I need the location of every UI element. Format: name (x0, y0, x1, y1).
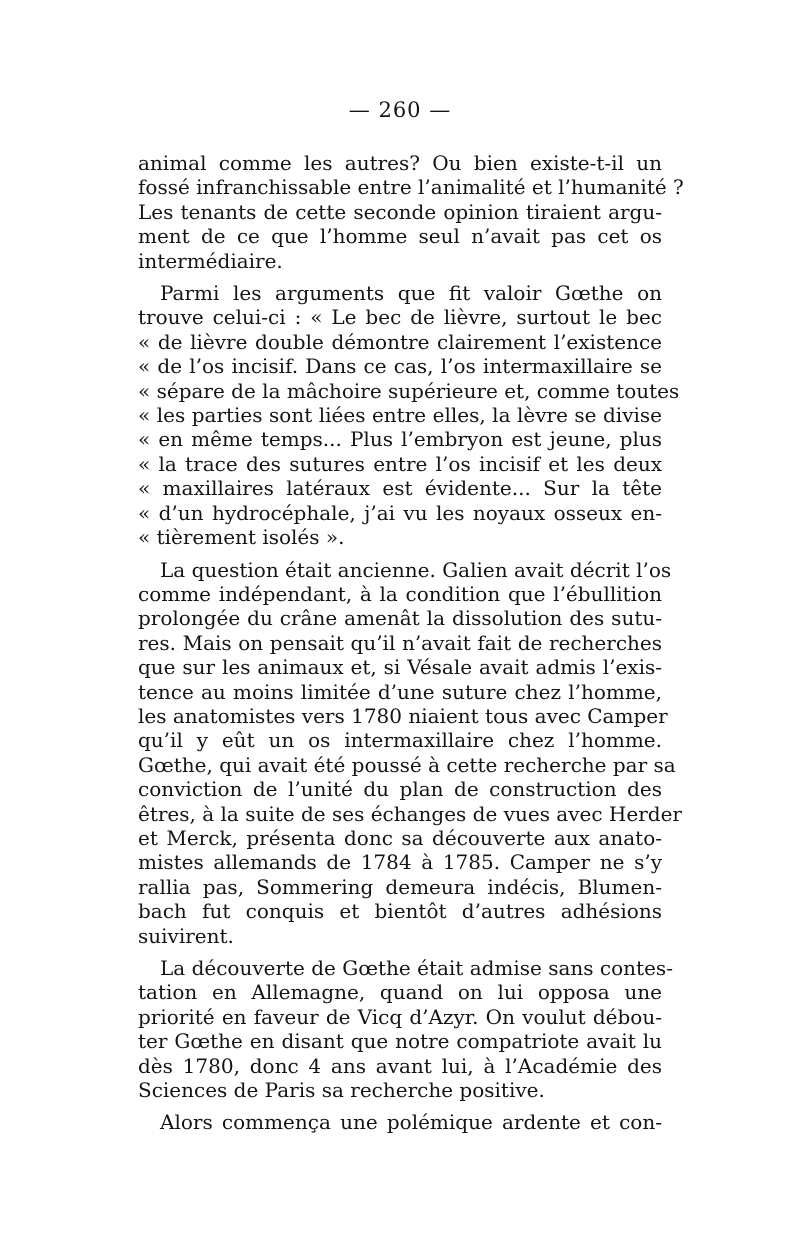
text-line: dès 1780, donc 4 ans avant lui, à l’Académie des (138, 1053, 662, 1078)
text-line: priorité en faveur de Vicq d’Azyr. On voulut débou- (138, 1004, 662, 1029)
text-line: êtres, à la suite de ses échanges de vues avec Herder (138, 801, 682, 826)
text-line: Gœthe, qui avait été poussé à cette recherche par sa (138, 752, 676, 777)
text-line: les anatomistes vers 1780 niaient tous avec Camper (138, 703, 668, 728)
text-line: « tièrement isolés ». (138, 525, 345, 550)
body-text (138, 151, 684, 1143)
text-line: Parmi les arguments que fit valoir Gœthe on (160, 281, 662, 306)
text-line: intermédiaire. (138, 248, 283, 273)
paragraph-1 (138, 151, 684, 273)
text-line: Les tenants de cette seconde opinion tiraient argu- (138, 199, 662, 224)
text-line: mistes allemands de 1784 à 1785. Camper ne s’y (138, 850, 662, 875)
text-line: conviction de l’unité du plan de construction des (138, 777, 662, 802)
paragraph-3 (138, 557, 682, 949)
text-line: res. Mais on pensait qu’il n’avait fait de recherches (138, 630, 662, 655)
text-line: « de l’os incisif. Dans ce cas, l’os intermaxillaire se (138, 354, 662, 379)
text-line: tence au moins limitée d’une suture chez l’homme, (138, 679, 662, 704)
text-line: « d’un hydrocéphale, j’ai vu les noyaux osseux en- (138, 500, 662, 525)
text-line: Sciences de Paris sa recherche positive. (138, 1078, 545, 1103)
text-line: « sépare de la mâchoire supérieure et, comme toutes (138, 378, 680, 403)
text-line: comme indépendant, à la condition que l’ébullition (138, 581, 662, 606)
text-line: fossé infranchissable entre l’animalité et l’humanité ? (138, 175, 684, 200)
text-line: que sur les animaux et, si Vésale avait admis l’exis- (138, 655, 662, 680)
text-line: La question était ancienne. Galien avait décrit l’os (160, 557, 672, 582)
text-line: suivirent. (138, 923, 234, 948)
paragraph-4 (138, 956, 673, 1103)
text-line: Alors commença une polémique ardente et con- (160, 1110, 662, 1135)
text-line: tation en Allemagne, quand on lui opposa une (138, 980, 662, 1005)
text-line: animal comme les autres? Ou bien existe-t-il un (138, 151, 662, 175)
text-line: prolongée du crâne amenât la dissolution des sutu- (138, 606, 662, 631)
text-line: « en même temps... Plus l’embryon est jeune, plus (138, 427, 662, 452)
text-line: et Merck, présenta donc sa découverte aux anato- (138, 825, 662, 850)
page-number: — 260 — (348, 98, 452, 122)
text-line: « de lièvre double démontre clairement l’existence (138, 329, 662, 354)
paragraph-2 (138, 281, 680, 550)
text-line: « maxillaires latéraux est évidente... Sur la tête (138, 476, 662, 501)
text-line: bach fut conquis et bientôt d’autres adhésions (138, 899, 662, 924)
text-line: ment de ce que l’homme seul n’avait pas cet os (138, 224, 662, 249)
text-line: La découverte de Gœthe était admise sans contes- (160, 956, 673, 980)
text-line: rallia pas, Sommering demeura indécis, Blumen- (138, 874, 662, 899)
paragraph-5 (138, 1110, 662, 1134)
text-line: « la trace des sutures entre l’os incisif et les deux (138, 451, 662, 476)
text-line: trouve celui-ci : « Le bec de lièvre, surtout le bec (138, 305, 662, 330)
text-line: ter Gœthe en disant que notre compatriote avait lu (138, 1029, 662, 1054)
text-line: qu’il y eût un os intermaxillaire chez l’homme. (138, 728, 662, 753)
text-line: « les parties sont liées entre elles, la lèvre se divise (138, 403, 662, 428)
